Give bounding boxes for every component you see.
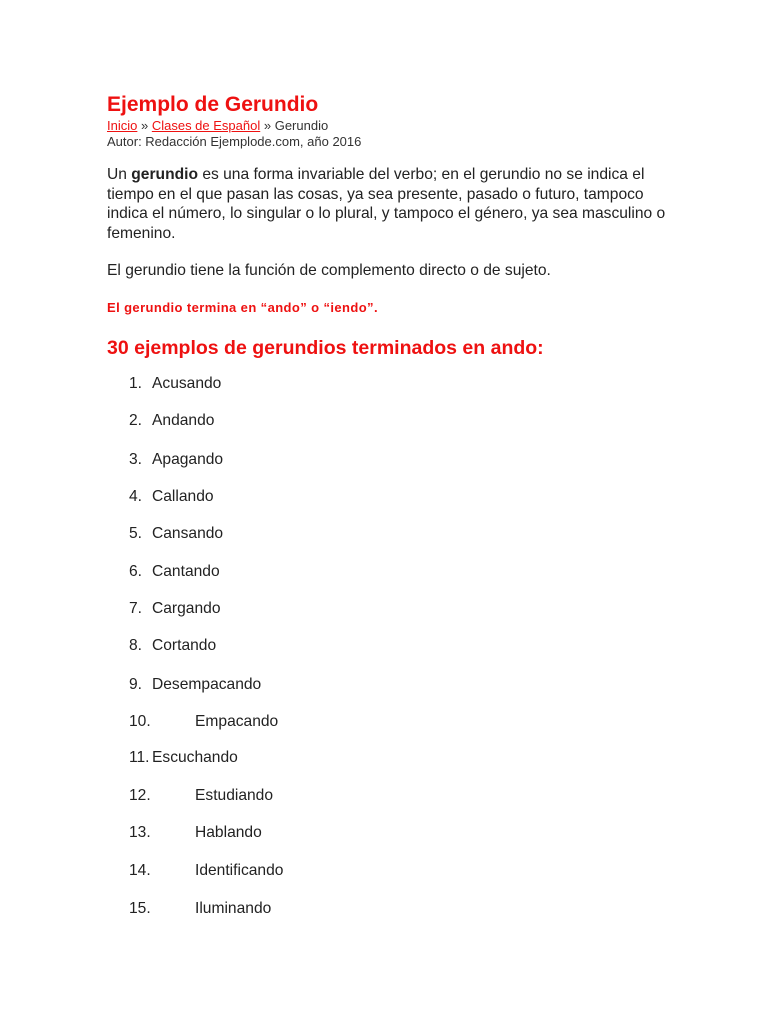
list-item-word: Apagando <box>152 451 224 468</box>
function-paragraph: El gerundio tiene la función de complemento directo o de sujeto. <box>107 262 551 279</box>
list-item-number: 2. <box>129 412 143 429</box>
intro-bold-term: gerundio <box>131 166 198 183</box>
list-item-number: 4. <box>129 488 143 505</box>
list-item-number: 7. <box>129 600 143 617</box>
ending-note: El gerundio termina en “ando” o “iendo”. <box>107 299 378 315</box>
examples-heading: 30 ejemplos de gerundios terminados en ando: <box>107 336 544 359</box>
list-item-number: 8. <box>129 637 143 654</box>
list-item-number: 9. <box>129 676 143 693</box>
list-item-number: 3. <box>129 451 143 468</box>
list-item-word: Cansando <box>152 525 224 542</box>
list-item-word: Iluminando <box>195 900 272 917</box>
author-line: Autor: Redacción Ejemplode.com, año 2016 <box>107 134 362 149</box>
list-item-number: 11. <box>129 749 150 766</box>
list-item-number: 10. <box>129 713 151 730</box>
list-item-word: Empacando <box>195 713 279 730</box>
list-item-word: Callando <box>152 488 214 505</box>
list-item-word: Estudiando <box>195 787 274 804</box>
intro-rest: es una forma invariable del verbo; en el gerundio no se indica el tiempo en el que pasan las cosas, ya sea presente, pasado o futuro, tampoco indica el número, lo singular o lo plural, y tampoco el género, ya sea masculino o femenino. <box>107 166 666 242</box>
list-item-number: 13. <box>129 824 151 841</box>
breadcrumb-separator: » <box>137 118 152 133</box>
intro-prefix: Un <box>107 166 132 183</box>
list-item-number: 12. <box>129 787 151 804</box>
list-item-word: Acusando <box>152 375 222 392</box>
breadcrumb <box>107 118 667 134</box>
list-item-number: 15. <box>129 900 151 917</box>
list-item-number: 5. <box>129 525 143 542</box>
list-item-number: 6. <box>129 563 143 580</box>
article <box>107 92 667 360</box>
list-item-word: Cantando <box>152 563 220 580</box>
breadcrumb-section-link[interactable]: Clases de Español <box>151 118 261 133</box>
list-item-number: 1. <box>129 375 143 392</box>
page-title: Ejemplo de Gerundio <box>107 93 319 116</box>
list-item-word: Andando <box>152 412 215 429</box>
breadcrumb-home-link[interactable]: Inicio <box>107 118 138 133</box>
list-item-number: 14. <box>129 862 151 879</box>
list-item-word: Cargando <box>152 600 221 617</box>
list-item-word: Escuchando <box>152 749 238 766</box>
intro-paragraph <box>107 165 667 243</box>
list-item-word: Hablando <box>195 824 262 841</box>
breadcrumb-current: Gerundio <box>274 118 329 133</box>
breadcrumb-separator: » <box>260 118 275 133</box>
list-item-word: Cortando <box>152 637 217 654</box>
list-item-word: Identificando <box>195 862 284 879</box>
list-item-word: Desempacando <box>152 676 262 693</box>
